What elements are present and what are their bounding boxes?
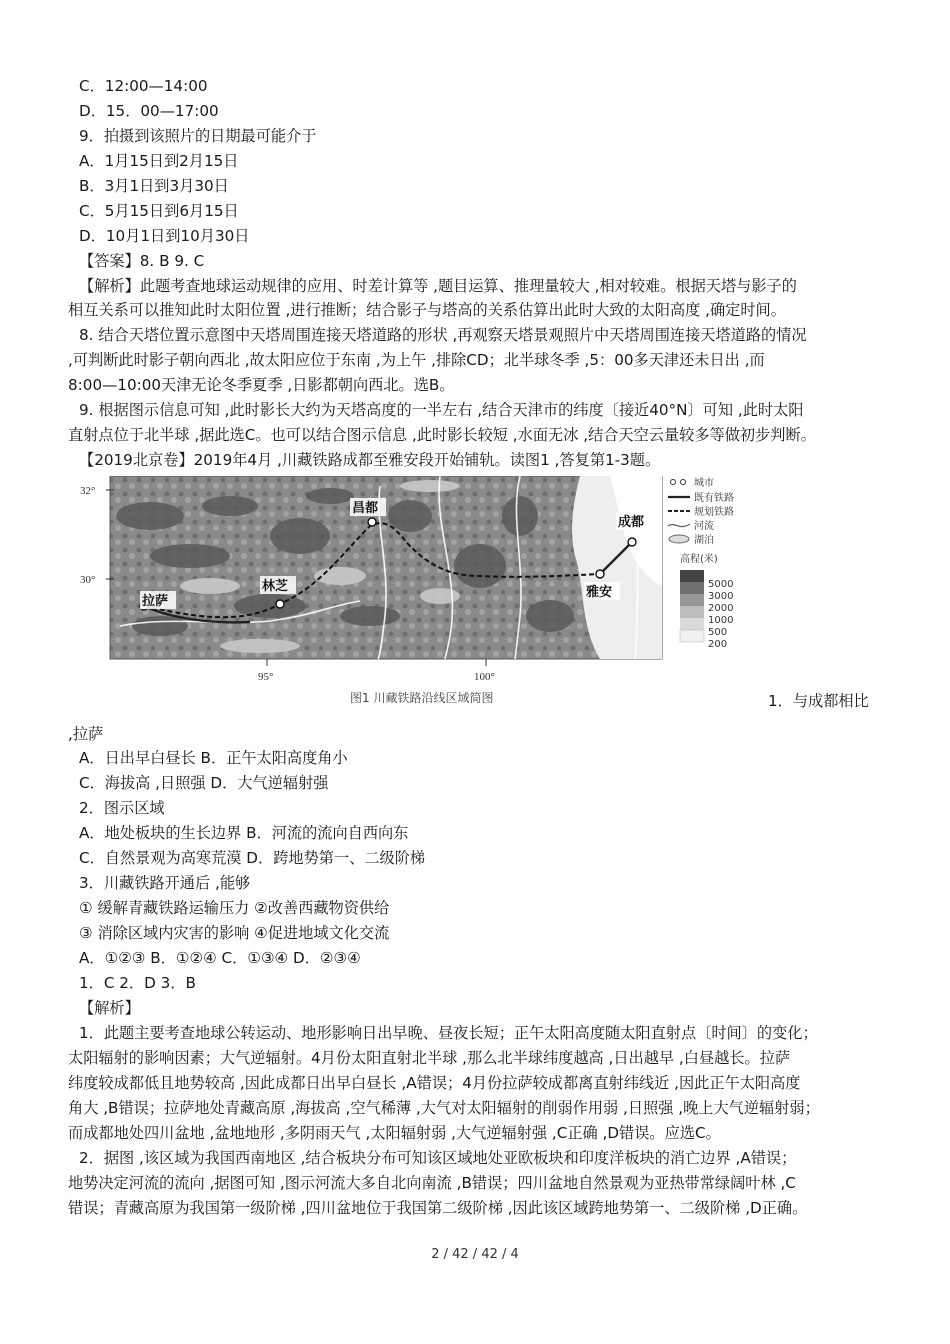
text-line-e1c: 纬度较成都低且地势较高 ,因此成都日出早白昼长 ,A错误；4月份拉萨较成都离直射纬线近 ,因此正午太阳高度 — [68, 1074, 801, 1092]
text-line-e1d: 角大 ,B错误；拉萨地处青藏高原 ,海拔高 ,空气稀薄 ,大气对太阳辐射的削弱作用弱 ,日照强 ,晚上大气逆辐射弱； — [68, 1099, 820, 1117]
city-label-linzhi: 林芝 — [262, 579, 289, 594]
text-line-q2: 2．图示区域 — [79, 799, 165, 817]
text-line-q9c: C．5月15日到6月15日 — [79, 202, 239, 220]
text-line-e2c: 错误；青藏高原为我国第一级阶梯 ,四川盆地位于我国第二级阶梯 ,因此该区域跨地势第一、二级阶梯 ,D正确。 — [68, 1199, 808, 1217]
map-caption: 图1 川藏铁路沿线区域简图 — [350, 691, 494, 705]
legend-level: 3000 — [708, 591, 734, 602]
text-line-bj: 【2019北京卷】2019年4月 ,川藏铁路成都至雅安段开始铺轨。读图1 ,答复第1-3题。 — [79, 451, 661, 469]
text-line-q2cd: C．自然景观为高寒荒漠 D．跨地势第一、二级阶梯 — [79, 849, 426, 867]
city-label-yaan: 雅安 — [586, 585, 613, 600]
text-line-e2b: 地势决定河流的流向 ,据图可知 ,图示河流大多自北向南流 ,B错误；四川盆地自然景观为亚热带常绿阔叶林 ,C — [68, 1174, 796, 1192]
text-line-ex2: 相互关系可以推知此时太阳位置 ,进行推断；结合影子与塔高的关系估算出此时大致的太阳高度 ,确定时间。 — [68, 301, 786, 319]
text-line-e2a: 2．据图 ,该区域为我国西南地区 ,结合板块分布可知该区域地处亚欧板块和印度洋板块的消亡边界 ,A错误； — [79, 1149, 797, 1167]
lat-label: 30° — [80, 574, 96, 586]
legend-lake: 湖泊 — [694, 535, 714, 546]
lon-label: 95° — [258, 671, 274, 683]
legend-river: 河流 — [694, 521, 714, 532]
city-icon — [628, 538, 636, 546]
text-line-q1cd: C．海拔高 ,日照强 D．大气逆辐射强 — [79, 774, 329, 792]
legend-planned-railway: 规划铁路 — [694, 507, 734, 518]
question-1-start: 1．与成都相比 — [768, 692, 869, 710]
text-line-q9d: D．10月1日到10月30日 — [79, 227, 250, 245]
text-line-q2ab: A．地处板块的生长边界 B．河流的流向自西向东 — [79, 824, 409, 842]
legend-elevation-title: 高程(米) — [680, 554, 718, 565]
text-line-q8c: C．12:00—14:00 — [79, 77, 208, 95]
city-icon — [276, 600, 284, 608]
text-line-ex1: 【解析】此题考查地球运动规律的应用、时差计算等 ,题目运算、推理量较大 ,相对较难。根据天塔与影子的 — [79, 277, 797, 295]
legend-existing-railway: 既有铁路 — [694, 493, 734, 504]
text-line-q9b: B．3月1日到3月30日 — [79, 177, 229, 195]
text-line-q9: 9．拍摄到该照片的日期最可能介于 — [79, 127, 317, 145]
text-line-q3o2: ③ 消除区域内灾害的影响 ④促进地域文化交流 — [79, 924, 390, 942]
text-line-ex7: 直射点位于北半球 ,据此选C。也可以结合图示信息 ,此时影长较短 ,水面无冰 ,结合天空云量较多等做初步判断。 — [68, 426, 816, 444]
city-label-chengdu: 成都 — [618, 515, 645, 530]
legend-level: 5000 — [708, 579, 734, 590]
page-number: 2 / 42 / 42 / 4 — [431, 1247, 519, 1262]
text-line-ans89: 【答案】8. B 9. C — [79, 252, 205, 270]
text-line-e1e: 而成都地处四川盆地 ,盆地地形 ,多阴雨天气 ,太阳辐射弱 ,大气逆辐射强 ,C正确 ,D错误。应选C。 — [68, 1124, 721, 1142]
text-line-jx: 【解析】 — [79, 999, 140, 1017]
text-line-ans123: 1．C 2．D 3．B — [79, 974, 196, 992]
text-line-q8d: D．15．00—17:00 — [79, 102, 219, 120]
text-line-ex6: 9. 根据图示信息可知 ,此时影长大约为天塔高度的一半左右 ,结合天津市的纬度〔接近40°N〕可知 ,此时太阳 — [79, 401, 804, 419]
text-line-q3abcd: A．①②③ B．①②④ C．①③④ D．②③④ — [79, 949, 361, 967]
sichuan-tibet-railway-map — [80, 476, 762, 706]
text-line-e1b: 太阳辐射的影响因素；大气逆辐射。4月份太阳直射北半球 ,那么北半球纬度越高 ,日出越早 ,白昼越长。拉萨 — [68, 1049, 791, 1067]
text-line-ex3: 8. 结合天塔位置示意图中天塔周围连接天塔道路的形状 ,再观察天塔景观照片中天塔周围连接天塔道路的情况 — [79, 326, 807, 344]
legend-city: 城市 — [694, 478, 714, 489]
text-line-q3o1: ① 缓解青藏铁路运输压力 ②改善西藏物资供给 — [79, 899, 390, 917]
text-line-e1a: 1．此题主要考查地球公转运动、地形影响日出早晚、昼夜长短；正午太阳高度随太阳直射点〔时间〕的变化； — [79, 1024, 818, 1042]
text-line-ex4: ,可判断此时影子朝向西北 ,故太阳应位于东南 ,为上午 ,排除CD；北半球冬季 ,5：00多天津还未日出 ,而 — [68, 351, 765, 369]
text-line-q1ab: A．日出早白昼长 B．正午太阳高度角小 — [79, 749, 348, 767]
city-icon — [368, 518, 376, 526]
city-label-changdu: 昌都 — [352, 501, 379, 516]
text-line-q1b: ,拉萨 — [68, 725, 104, 743]
lon-label: 100° — [474, 671, 495, 683]
legend-level: 1000 — [708, 615, 734, 626]
lat-label: 32° — [80, 485, 96, 497]
city-icon — [596, 570, 604, 578]
city-label-lhasa: 拉萨 — [142, 594, 169, 609]
legend-level: 200 — [708, 639, 728, 650]
map-legend — [668, 476, 734, 650]
text-line-q3: 3．川藏铁路开通后 ,能够 — [79, 874, 251, 892]
text-line-ex5: 8:00—10:00天津无论冬季夏季 ,日影都朝向西北。选B。 — [68, 376, 455, 394]
legend-level: 500 — [708, 627, 728, 638]
legend-level: 2000 — [708, 603, 734, 614]
text-line-q9a: A．1月15日到2月15日 — [79, 152, 239, 170]
